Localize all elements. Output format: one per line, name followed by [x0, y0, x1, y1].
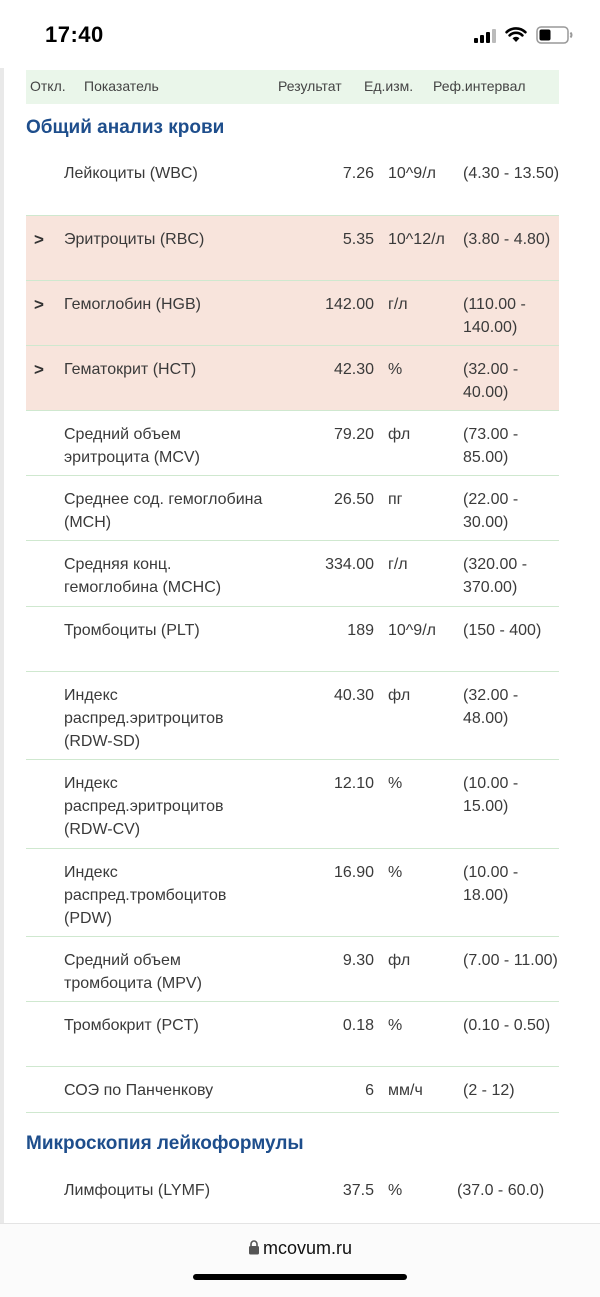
indicator-name: Тромбокрит (PCT) — [64, 1017, 199, 1034]
table-row-abnormal — [26, 216, 559, 281]
result-value: 334.00 — [325, 556, 374, 573]
indicator-name: Гематокрит (HCT) — [64, 361, 197, 378]
result-value: 189 — [347, 622, 374, 639]
indicator-name: Эритроциты (RBC) — [64, 231, 205, 248]
table-row — [26, 672, 559, 760]
reference-interval: (150 - 400) — [463, 622, 542, 639]
reference-interval: (7.00 - 11.00) — [463, 952, 558, 969]
unit: % — [388, 361, 403, 378]
section-title-cbc: Общий анализ крови — [26, 117, 225, 138]
unit: 10^9/л — [388, 165, 436, 182]
table-header — [26, 70, 559, 104]
reference-interval: (10.00 - 15.00) — [463, 775, 519, 815]
result-value: 5.35 — [342, 231, 374, 248]
deviation-marker: > — [34, 295, 44, 314]
table-row — [26, 1067, 559, 1113]
table-row — [26, 760, 559, 849]
indicator-name: Гемоглобин (HGB) — [64, 296, 201, 313]
reference-interval: (110.00 - 140.00) — [463, 296, 526, 336]
deviation-marker: > — [34, 360, 44, 379]
browser-bottom-bar — [0, 1223, 600, 1297]
table-row — [26, 411, 559, 476]
header-result: Результат — [278, 78, 342, 94]
reference-interval: (73.00 - 85.00) — [463, 426, 519, 466]
unit: мм/ч — [388, 1082, 423, 1099]
header-indicator: Показатель — [84, 78, 159, 94]
result-value: 12.10 — [333, 775, 374, 792]
unit: % — [388, 775, 403, 792]
indicator-name: Средняя конц. гемоглобина (MCHC) — [64, 556, 222, 596]
reference-interval: (32.00 - 40.00) — [463, 361, 519, 401]
table-row-abnormal — [26, 281, 559, 346]
indicator-name: СОЭ по Панченкову — [64, 1082, 214, 1099]
reference-interval: (10.00 - 18.00) — [463, 864, 519, 904]
cellular-signal-icon — [474, 28, 496, 43]
table-row — [26, 541, 559, 607]
page-left-border — [0, 68, 4, 1223]
url-text: mcovum.ru — [262, 1238, 352, 1258]
result-value: 0.18 — [342, 1017, 374, 1034]
status-time: 17:40 — [45, 22, 104, 47]
wifi-icon — [505, 27, 527, 43]
section-title-leukoformula: Микроскопия лейкоформулы — [26, 1133, 304, 1154]
indicator-name: Лейкоциты (WBC) — [64, 165, 198, 182]
reference-interval: (22.00 - 30.00) — [463, 491, 519, 531]
table-row-abnormal — [26, 346, 559, 411]
unit: фл — [388, 426, 411, 443]
reference-interval: (320.00 - 370.00) — [463, 556, 528, 596]
table-row — [26, 150, 559, 216]
unit: фл — [388, 687, 411, 704]
table-row — [26, 849, 559, 937]
unit: фл — [388, 952, 411, 969]
status-bar — [0, 0, 600, 68]
reference-interval: (2 - 12) — [463, 1082, 515, 1099]
unit: % — [388, 864, 403, 881]
indicator-name: Среднее сод. гемоглобина (MCH) — [64, 491, 263, 531]
table-row — [26, 607, 559, 672]
unit: г/л — [388, 556, 408, 573]
indicator-name: Индекс распред.эритроцитов (RDW-SD) — [64, 687, 224, 750]
deviation-marker: > — [34, 230, 44, 249]
table-row — [26, 1167, 559, 1223]
unit: 10^9/л — [388, 622, 436, 639]
table-row — [26, 1002, 559, 1067]
reference-interval: (37.0 - 60.0) — [457, 1182, 545, 1199]
unit: % — [388, 1017, 403, 1034]
unit: 10^12/л — [388, 231, 445, 248]
indicator-name: Тромбоциты (PLT) — [64, 622, 200, 639]
home-indicator[interactable] — [193, 1274, 407, 1280]
indicator-name: Средний объем тромбоцита (MPV) — [64, 952, 202, 992]
battery-icon — [536, 26, 574, 44]
reference-interval: (0.10 - 0.50) — [463, 1017, 551, 1034]
header-unit: Ед.изм. — [364, 78, 414, 94]
result-value: 37.5 — [342, 1182, 374, 1199]
result-value: 79.20 — [333, 426, 374, 443]
result-value: 7.26 — [342, 165, 374, 182]
indicator-name: Индекс распред.эритроцитов (RDW-CV) — [64, 775, 224, 838]
indicator-name: Индекс распред.тромбоцитов (PDW) — [64, 864, 227, 927]
reference-interval: (3.80 - 4.80) — [463, 231, 551, 248]
result-value: 26.50 — [333, 491, 374, 508]
result-value: 16.90 — [333, 864, 374, 881]
table-row — [26, 937, 559, 1002]
table-row — [26, 476, 559, 541]
unit: пг — [388, 491, 403, 508]
unit: г/л — [388, 296, 408, 313]
reference-interval: (4.30 - 13.50) — [463, 165, 560, 182]
indicator-name: Средний объем эритроцита (MCV) — [64, 426, 200, 466]
reference-interval: (32.00 - 48.00) — [463, 687, 519, 727]
result-value: 6 — [365, 1082, 374, 1099]
result-value: 9.30 — [342, 952, 374, 969]
lock-icon — [248, 1240, 260, 1255]
header-reference: Реф.интервал — [433, 78, 526, 94]
status-icons — [474, 26, 574, 44]
unit: % — [388, 1182, 403, 1199]
indicator-name: Лимфоциты (LYMF) — [64, 1182, 211, 1199]
result-value: 42.30 — [333, 361, 374, 378]
address-bar[interactable] — [0, 1238, 600, 1259]
header-deviation: Откл. — [30, 78, 66, 94]
result-value: 40.30 — [333, 687, 374, 704]
result-value: 142.00 — [325, 296, 374, 313]
